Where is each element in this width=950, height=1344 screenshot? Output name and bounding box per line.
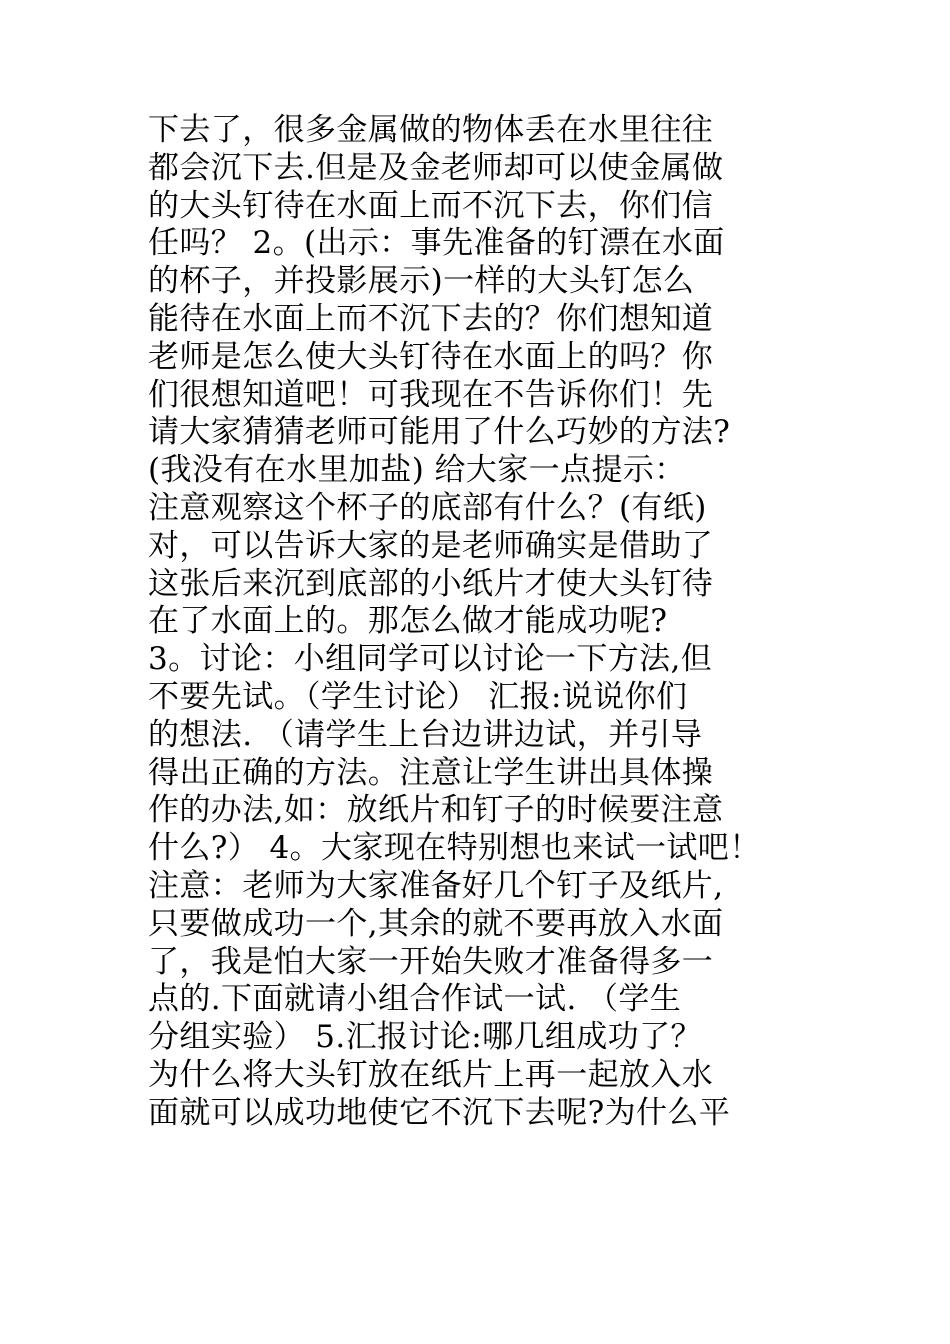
- text-line: 分组实验） 5.汇报讨论:哪几组成功了？: [148, 1019, 702, 1056]
- text-line: 老师是怎么使大头钉待在水面上的吗？你: [148, 338, 714, 375]
- text-line: 面就可以成功地使它不沉下去呢?为什么平: [148, 1094, 731, 1131]
- text-line: 3。讨论：小组同学可以讨论一下方法,但: [148, 641, 713, 678]
- text-line: (我没有在水里加盐) 给大家一点提示：: [148, 452, 686, 489]
- text-line: 的想法. （请学生上台边讲边试，并引导: [148, 716, 703, 753]
- text-line: 任吗？ 2。(出示：事先准备的钉漂在水面: [148, 225, 725, 262]
- text-line: 的杯子，并投影展示)一样的大头钉怎么: [148, 263, 695, 300]
- text-line: 这张后来沉到底部的小纸片才使大头钉待: [148, 565, 714, 602]
- text-line: 点的.下面就请小组合作试一试. （学生: [148, 981, 682, 1018]
- text-line: 得出正确的方法。注意让学生讲出具体操: [148, 754, 714, 791]
- text-line: 为什么将大头钉放在纸片上再一起放入水: [148, 1056, 714, 1093]
- text-line: 不要先试。（学生讨论） 汇报:说说你们: [148, 678, 688, 715]
- body-text: [148, 112, 828, 1133]
- text-line: 下去了，很多金属做的物体丢在水里往往: [148, 112, 714, 148]
- text-line: 们很想知道吧！可我现在不告诉你们！先: [148, 376, 714, 413]
- text-line: 能待在水面上而不沉下去的？你们想知道: [148, 300, 714, 337]
- text-line: 注意：老师为大家准备好几个钉子及纸片,: [148, 867, 724, 904]
- text-line: 都会沉下去.但是及金老师却可以使金属做: [148, 149, 724, 186]
- text-line: 了，我是怕大家一开始失败才准备得多一: [148, 943, 714, 980]
- text-line: 只要做成功一个,其余的就不要再放入水面: [148, 905, 724, 942]
- text-line: 注意观察这个杯子的底部有什么？(有纸): [148, 489, 707, 526]
- text-line: 什么?） 4。大家现在特别想也来试一试吧！: [148, 830, 761, 867]
- text-line: 对，可以告诉大家的是老师确实是借助了: [148, 527, 714, 564]
- text-line: 的大头钉待在水面上而不沉下去，你们信: [148, 187, 714, 224]
- text-line: 请大家猜猜老师可能用了什么巧妙的方法?: [148, 414, 731, 451]
- text-line: 作的办法,如：放纸片和钉子的时候要注意: [148, 792, 724, 829]
- text-line: 在了水面上的。那怎么做才能成功呢?: [148, 603, 668, 640]
